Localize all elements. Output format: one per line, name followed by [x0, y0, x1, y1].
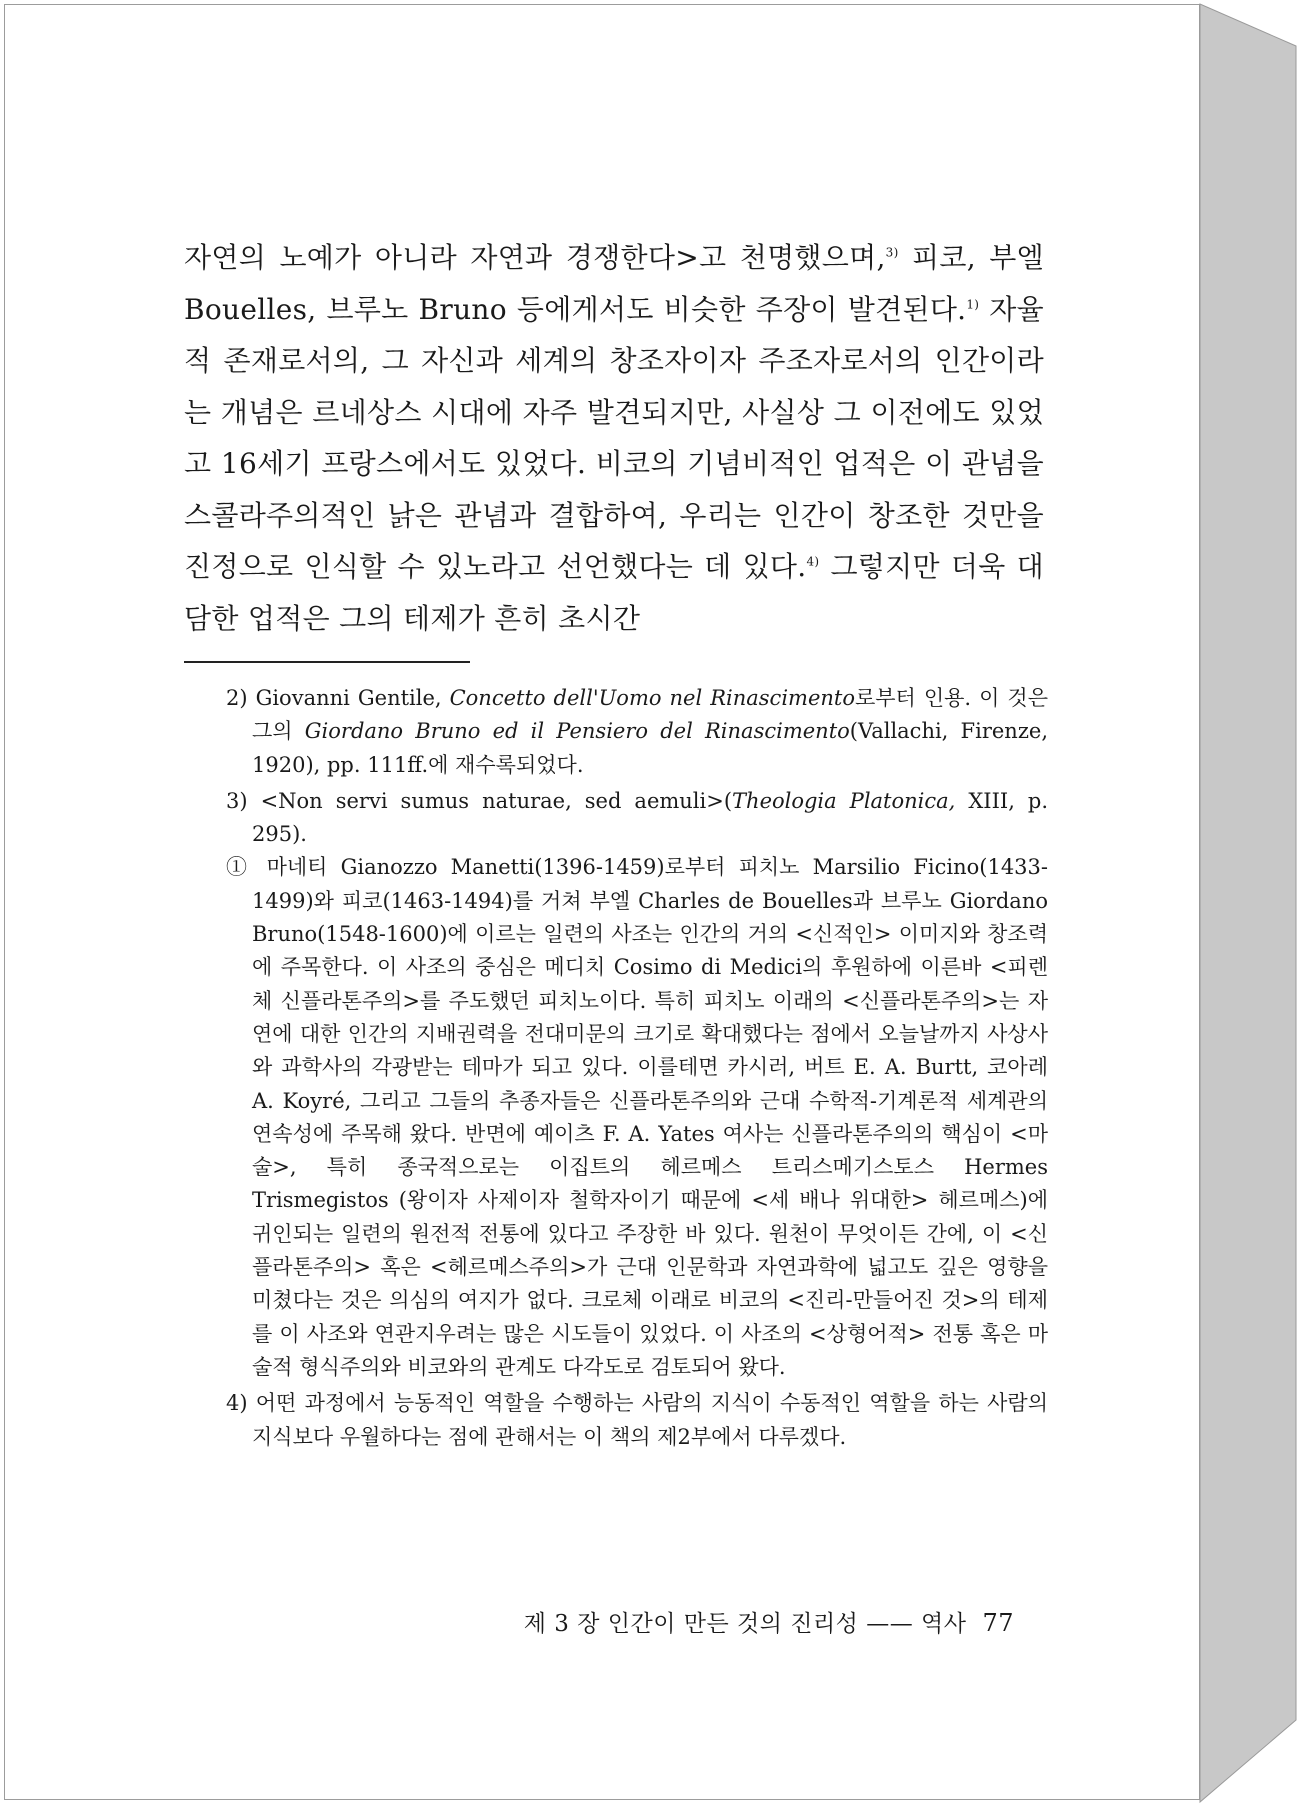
chapter-title: 제 3 장 인간이 만든 것의 진리성 —— 역사	[523, 1611, 967, 1637]
body-segment: 자연의 노예가 아니라 자연과 경쟁한다>고 천명했으며,	[184, 241, 886, 274]
footnote-title: Giordano Bruno ed il Pensiero del Rinascimento	[304, 719, 850, 744]
body-segment: 피코, 부엘 Bouelles, 브루노 Bruno 등에게서도 비슷한 주장이 발견된다.	[184, 241, 1045, 326]
body-text	[184, 232, 1044, 644]
footnote-ref-2: 1)	[966, 297, 980, 312]
footnote-text: 3) <Non servi sumus naturae, sed aemuli>(	[226, 788, 733, 813]
body-segment: 자율적 존재로서의, 그 자신과 세계의 창조자이자 주조자로서의 인간이라는 개념은 르네상스 시대에 자주 발견되지만, 사실상 그 이전에도 있었고 16세기 프랑스에서도 있었다. 비코의 기념비적인 업적은 이 관념을 스콜라주의적인 낡은 관념과 결합하여, 우리는 인간이 창조한 것만을 진정으로 인식할 수 있노라고 선언했다는 데 있다.	[184, 292, 1044, 583]
footnote-ref-4: 4)	[806, 554, 820, 569]
footnote-4: 4) 어떤 과정에서 능동적인 역할을 수행하는 사람의 지식이 수동적인 역할을 하는 사람의 지식보다 우월하다는 점에 관해서는 이 책의 제2부에서 다루겠다.	[226, 1391, 1048, 1449]
footnote-3	[226, 785, 1048, 1384]
page-number: 77	[982, 1609, 1014, 1637]
footnote-ref-3: 3)	[885, 245, 899, 260]
footnote-text: XIII, p. 295).	[252, 788, 1048, 847]
footnote-text: 로부터 인용. 이 것은 그의	[252, 686, 1048, 744]
footnote-text: 2) Giovanni Gentile,	[226, 686, 450, 710]
footnote-2	[226, 682, 1048, 782]
body-paragraph	[184, 232, 1044, 644]
footnote-text: (Vallachi, Firenze, 1920), pp. 111ff.에 재수록되었다.	[252, 719, 1048, 777]
footnote-3-body: ① 마네티 Gianozzo Manetti(1396-1459)로부터 피치노 Marsilio Ficino(1433-1499)와 피코(1463-1494)를 거쳐 부엘 Charles de Bouelles과 브루노 Giordano Bruno(1548-1600)에 이르는 일련의 사조는 인간의 거의 <신적인> 이미지와 창조력에 주목한다. 이 사조의 중심은 메디치 Cosimo di Medici의 후원하에 이른바 <피렌체 신플라톤주의>를 주도했던 피치노이다. 특히 피치노 이래의 <신플라톤주의>는 자연에 대한 인간의 지배권력을 전대미문의 크기로 확대했다는 점에서 오늘날까지 사상사와 과학사의 각광받는 테마가 되고 있다. 이를테면 카시러, 버트 E. A. Burtt, 코아레 A. Koyré, 그리고 그들의 추종자들은 신플라톤주의와 근대 수학적-기계론적 세계관의 연속성에 주목해 왔다. 반면에 예이츠 F. A. Yates 여사는 신플라톤주의의 핵심이 <마술>, 특히 종국적으로는 이집트의 헤르메스 트리스메기스토스 Hermes Trismegistos (왕이자 사제이자 철학자이기 때문에 <세 배나 위대한> 헤르메스)에 귀인되는 일련의 원전적 전통에 있다고 주장한 바 있다. 원천이 무엇이든 간에, 이 <신플라톤주의> 혹은 <헤르메스주의>가 근대 인문학과 자연과학에 넓고도 깊은 영향을 미쳤다는 것은 의심의 여지가 없다. 크로체 이래로 비코의 <진리-만들어진 것>의 테제를 이 사조와 연관지우려는 많은 시도들이 있었다. 이 사조의 <상형어적> 전통 혹은 마술적 형식주의와 비코와의 관계도 다각도로 검토되어 왔다.	[226, 855, 1048, 1379]
footnote-separator	[184, 661, 470, 663]
body-segment: 그렇지만 더욱 대담한 업적은 그의 테제가 흔히 초시간	[184, 550, 1044, 635]
footnote-title: Theologia Platonica,	[732, 788, 956, 813]
footnote-title: Concetto dell'Uomo nel Rinascimento	[449, 686, 855, 710]
footnotes	[226, 682, 1048, 1457]
running-footer	[524, 1605, 1014, 1638]
